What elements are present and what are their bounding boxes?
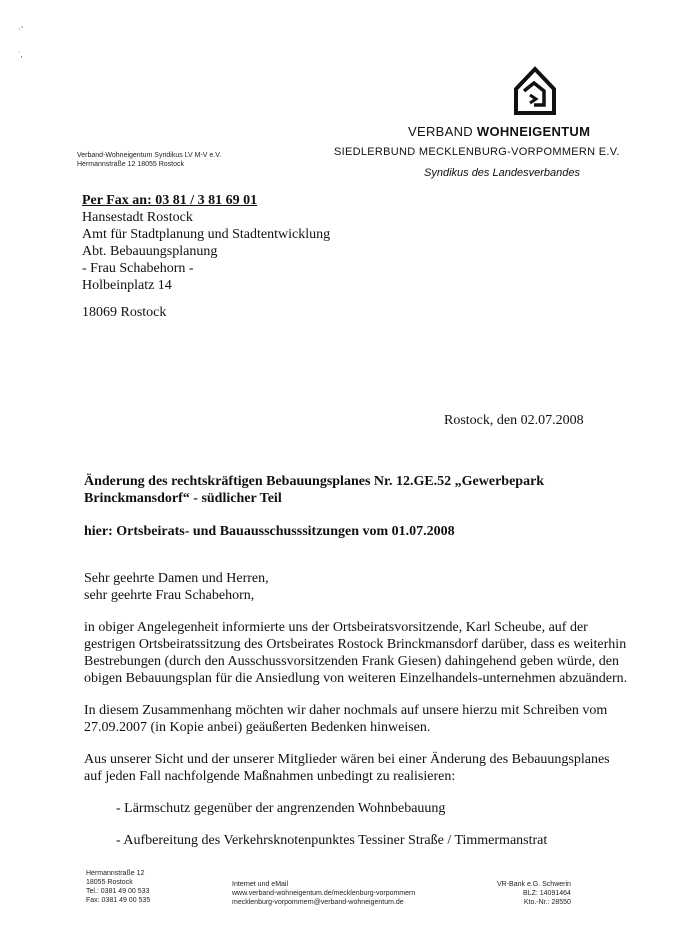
- recipient-line: Holbeinplatz 14: [82, 278, 172, 293]
- org-syndikus: Syndikus des Landesverbandes: [424, 167, 580, 179]
- website-link[interactable]: www.verband-wohneigentum.de/mecklenburg-vorpommern: [232, 890, 416, 897]
- recipient-line: Amt für Stadtplanung und Stadtentwicklung: [82, 227, 331, 242]
- scan-specks: ·˘ ˙,: [18, 25, 24, 59]
- recipient-line: - Frau Schabehorn -: [82, 261, 194, 276]
- list-item: - Lärmschutz gegenüber der angrenzenden Wohnbebauung: [116, 801, 446, 816]
- house-logo-icon: [512, 65, 558, 117]
- email-link[interactable]: mecklenburg-vorpommern@verband-wohneigentum.de: [232, 899, 404, 906]
- subject-reference: hier: Ortsbeirats- und Bauausschusssitzungen vom 01.07.2008: [84, 524, 455, 539]
- org-subtitle: SIEDLERBUND MECKLENBURG-VORPOMMERN E.V.: [334, 146, 620, 158]
- list-item: - Aufbereitung des Verkehrsknotenpunktes Tessiner Straße / Timmermanstrat: [116, 833, 548, 848]
- footer-bank: VR-Bank e.G. Schwerin BLZ: 14091464 Kto.-Nr.: 28550: [497, 881, 571, 906]
- footer-web: Internet und eMail www.verband-wohneigentum.de/mecklenburg-vorpommern mecklenburg-vorpommern@verband-wohneigentum.de: [232, 881, 416, 906]
- recipient-address: [82, 192, 330, 294]
- footer-address: Hermannstraße 12 18055 Rostock Tel.: 0381 49 00 533 Fax: 0381 49 00 535: [86, 870, 151, 904]
- letter-date: Rostock, den 02.07.2008: [444, 413, 584, 428]
- salutation: Sehr geehrte Damen und Herren, sehr geehrte Frau Schabehorn,: [84, 571, 269, 603]
- recipient-line: Hansestadt Rostock: [82, 210, 193, 225]
- recipient-line: Abt. Bebauungsplanung: [82, 244, 218, 259]
- paragraph: In diesem Zusammenhang möchten wir daher nochmals auf unsere hierzu mit Schreiben vom 27.09.2007 (in Kopie anbei) geäußerten Bedenken hinweisen.: [84, 703, 608, 735]
- paragraph: in obiger Angelegenheit informierte uns der Ortsbeiratsvorsitzende, Karl Scheube, auf der gestrigen Ortsbeiratssitzung des Ortsbeirates Rostock Brinckmansdorf darüber, dass es weiterhin Bestrebungen (durch den Ausschussvorsitzenden Frank Giesen) dahingehend geben würde, den obigen Bebauungsplan für die Ansiedlung von weiteren Einzelhandels-unternehmen abzuändern.: [84, 620, 628, 686]
- sender-line-2: Hermannstraße 12 18055 Rostock: [77, 161, 184, 168]
- fax-number: Per Fax an: 03 81 / 3 81 69 01: [82, 193, 258, 208]
- paragraph: Aus unserer Sicht und der unserer Mitglieder wären bei einer Änderung des Bebauungsplanes auf jeden Fall nachfolgende Maßnahmen unbedingt zu realisieren:: [84, 752, 610, 784]
- org-name: VERBAND WOHNEIGENTUM: [408, 124, 591, 139]
- subject-line: Änderung des rechtskräftigen Bebauungsplanes Nr. 12.GE.52 „Gewerbepark Brinckmansdorf“ - südlicher Teil: [84, 474, 545, 506]
- sender-line: [77, 151, 221, 169]
- sender-line-1: Verband-Wohneigentum Syndikus LV M-V e.V.: [77, 152, 222, 159]
- recipient-city: 18069 Rostock: [82, 305, 167, 320]
- letter-body: [84, 570, 629, 864]
